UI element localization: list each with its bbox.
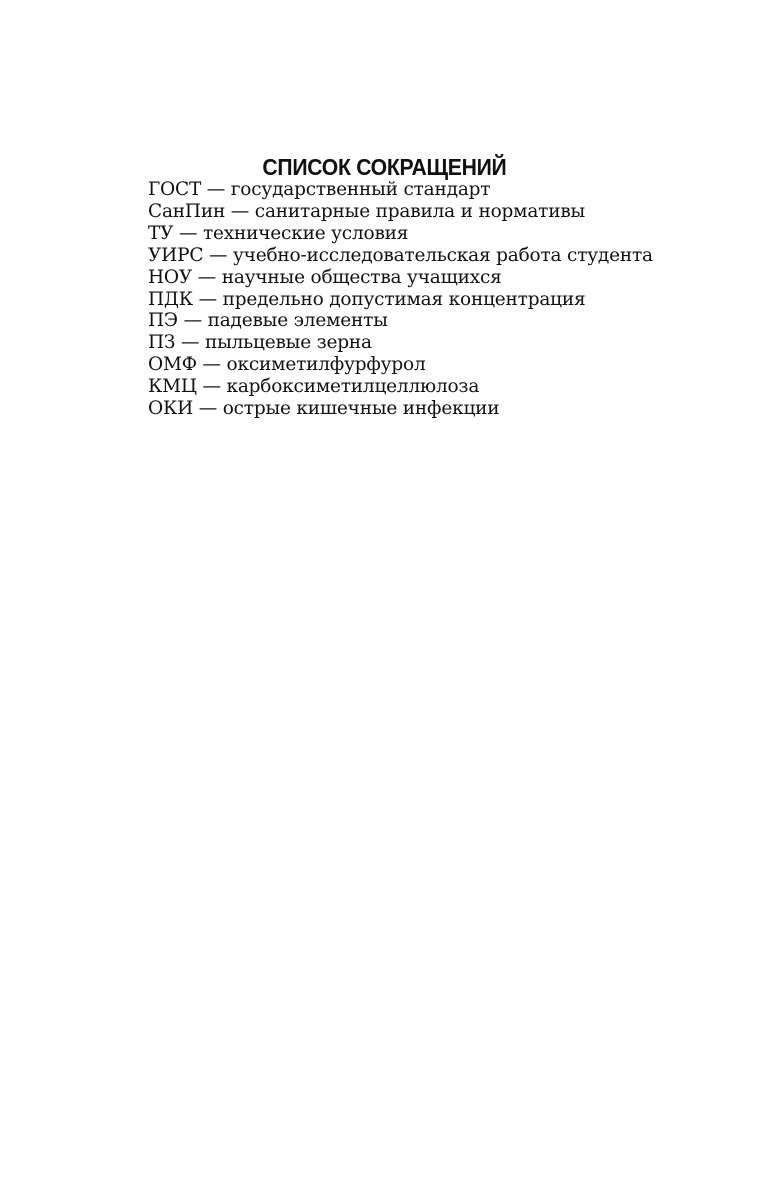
separator: — (192, 266, 222, 288)
list-item (148, 179, 653, 201)
abbreviation-definition: оксиметилфурфурол (226, 354, 426, 376)
abbreviation-definition: санитарные правила и нормативы (254, 200, 586, 222)
separator: — (192, 288, 223, 310)
abbreviation-term: ПЗ (148, 332, 176, 354)
list-item (148, 332, 653, 354)
separator: — (175, 332, 205, 354)
abbreviation-term: ОМФ (148, 354, 197, 376)
abbreviations-list (148, 179, 653, 420)
list-item (148, 245, 653, 267)
abbreviation-term: КМЦ (148, 376, 197, 398)
list-item (148, 354, 653, 376)
list-item (148, 289, 653, 311)
abbreviation-term: ПЭ (148, 310, 178, 332)
separator: — (201, 179, 231, 200)
separator: — (196, 376, 227, 398)
abbreviation-term: СанПин (148, 200, 226, 222)
separator: — (196, 354, 227, 376)
abbreviation-term: УИРС (148, 244, 204, 266)
abbreviation-definition: карбоксиметилцеллюлоза (226, 376, 480, 398)
list-item (148, 310, 653, 332)
abbreviation-term: НОУ (148, 266, 193, 288)
abbreviation-definition: падевые элементы (207, 310, 388, 332)
abbreviation-term: ГОСТ (148, 179, 202, 200)
list-item (148, 223, 653, 245)
separator: — (193, 398, 223, 420)
list-item (148, 376, 653, 398)
abbreviation-definition: пыльцевые зерна (204, 332, 372, 354)
list-item (148, 398, 653, 420)
abbreviation-definition: государственный стандарт (230, 179, 491, 200)
separator: — (203, 244, 233, 266)
abbreviation-definition: учебно-исследовательская работа студента (232, 244, 653, 266)
abbreviation-definition: технические условия (202, 222, 409, 244)
abbreviation-term: ТУ (148, 222, 174, 244)
separator: — (173, 222, 203, 244)
abbreviation-term: ПДК (148, 288, 193, 310)
abbreviation-definition: научные общества учащихся (221, 266, 502, 288)
abbreviation-definition: острые кишечные инфекции (222, 398, 500, 420)
abbreviation-term: ОКИ (148, 398, 194, 420)
separator: — (177, 310, 208, 332)
page-title: СПИСОК СОКРАЩЕНИЙ (262, 154, 507, 181)
abbreviation-definition: предельно допустимая концентрация (222, 288, 586, 310)
list-item (148, 201, 653, 223)
separator: — (225, 200, 255, 222)
list-item (148, 267, 653, 289)
